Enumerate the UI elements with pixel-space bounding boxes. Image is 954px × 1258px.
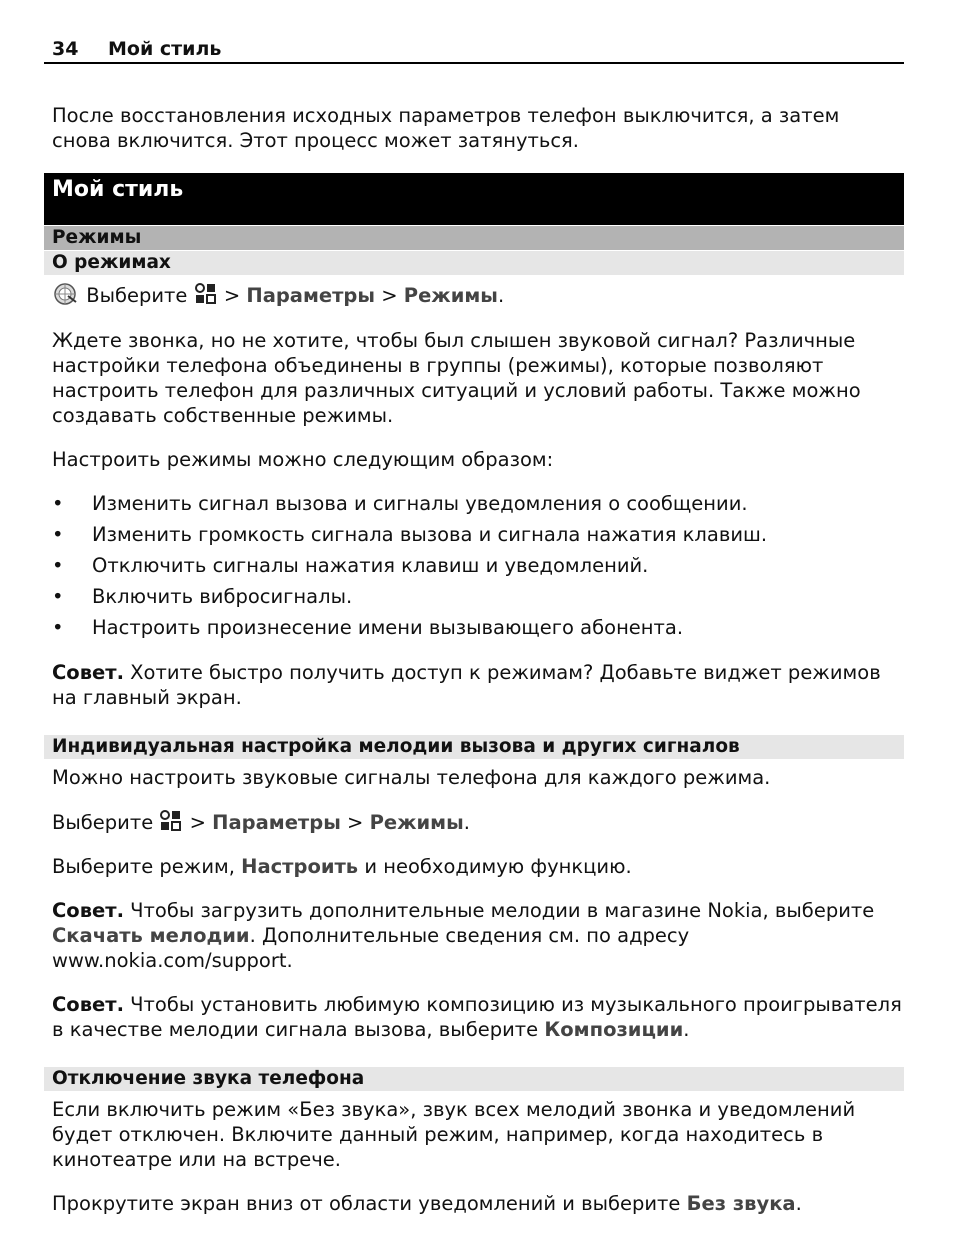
list-item [52, 522, 904, 553]
silent-paragraph: Если включить режим «Без звука», звук всех мелодий звонка и уведомлений будет отключен. Включите данный режим, например, когда находитесь в кинотеатре или на встрече. [52, 1098, 856, 1171]
choose-label: Выберите [52, 811, 154, 834]
tip-about [52, 660, 904, 710]
tip-label: Совет. [52, 661, 124, 684]
menu-grid-icon [194, 282, 218, 312]
running-title: Мой стиль [108, 38, 222, 60]
bullet-glyph: • [52, 492, 64, 515]
bullet-list [52, 491, 904, 646]
topic-title-silent: Отключение звука телефона [52, 1068, 365, 1089]
path-separator: > [381, 284, 398, 307]
list-item [52, 615, 904, 646]
silent-option: Без звука [686, 1192, 796, 1215]
topic-header-silent [44, 1067, 904, 1091]
path-end: . [463, 811, 470, 834]
ringtones-instruction [52, 854, 904, 879]
subsection-header [44, 226, 904, 250]
customize-option: Настроить [241, 855, 359, 878]
list-item [52, 584, 904, 615]
bullet-glyph: • [52, 585, 64, 608]
path-separator: > [189, 811, 206, 834]
menu-grid-icon [159, 809, 183, 839]
path-parameters: Параметры [246, 284, 376, 307]
instruction-text: и необходимую функцию. [358, 855, 632, 878]
instruction-text: Выберите режим, [52, 855, 242, 878]
list-item-text: Отключить сигналы нажатия клавиш и уведомлений. [92, 554, 649, 577]
path-end: . [497, 284, 505, 307]
tip-music [52, 992, 904, 1042]
path-parameters: Параметры [212, 811, 341, 834]
list-item-text: Изменить громкость сигнала вызова и сигнала нажатия клавиш. [92, 523, 768, 546]
subsection-title: Режимы [52, 227, 142, 248]
choose-label: Выберите [86, 284, 188, 307]
tip-text: Чтобы загрузить дополнительные мелодии в магазине Nokia, выберите [123, 899, 875, 922]
path-modes: Режимы [403, 284, 498, 307]
instruction-text: Прокрутите экран вниз от области уведомлений и выберите [52, 1192, 687, 1215]
section-header [44, 173, 904, 225]
bullet-glyph: • [52, 616, 64, 639]
tip-download [52, 898, 904, 973]
silent-instruction [52, 1191, 904, 1216]
running-header [44, 36, 904, 64]
menu-path-ringtones [52, 809, 904, 839]
topic-title-ringtones: Индивидуальная настройка мелодии вызова и других сигналов [52, 736, 740, 757]
bullet-glyph: • [52, 523, 64, 546]
settings-dial-icon [52, 282, 80, 312]
bullet-glyph: • [52, 554, 64, 577]
list-item [52, 553, 904, 584]
songs-option: Композиции [544, 1018, 684, 1041]
topic-title-about: О режимах [52, 252, 171, 273]
download-ringtones-option: Скачать мелодии [52, 924, 250, 947]
about-lead-in: Настроить режимы можно следующим образом: [52, 448, 554, 471]
tip-text: Чтобы установить любимую композицию из музыкального проигрывателя в качестве мелодии сигнала вызова, выберите [52, 993, 902, 1041]
list-item-text: Включить вибросигналы. [92, 585, 353, 608]
tip-text: . Дополнительные сведения см. по адресу www.nokia.com/support. [52, 924, 690, 972]
intro-paragraph: После восстановления исходных параметров телефон выключится, а затем снова включится. Этот процесс может затянуться. [52, 104, 840, 152]
tip-text: Хотите быстро получить доступ к режимам? Добавьте виджет режимов на главный экран. [52, 661, 881, 709]
section-title: Мой стиль [52, 177, 184, 202]
topic-header-about [44, 251, 904, 275]
path-modes: Режимы [369, 811, 464, 834]
tip-label: Совет. [52, 899, 124, 922]
path-separator: > [347, 811, 364, 834]
path-separator: > [223, 284, 241, 307]
menu-path-about [52, 282, 904, 312]
topic-header-ringtones [44, 735, 904, 759]
instruction-text: . [795, 1192, 802, 1215]
tip-label: Совет. [52, 993, 124, 1016]
about-paragraph: Ждете звонка, но не хотите, чтобы был слышен звуковой сигнал? Различные настройки телефона объединены в группы (режимы), которые позволяют настроить телефон для различных ситуаций и условий работы. Также можно создавать собственные режимы. [52, 329, 861, 427]
ringtones-paragraph: Можно настроить звуковые сигналы телефона для каждого режима. [52, 766, 771, 789]
list-item [52, 491, 904, 522]
list-item-text: Изменить сигнал вызова и сигналы уведомления о сообщении. [92, 492, 748, 515]
list-item-text: Настроить произнесение имени вызывающего абонента. [92, 616, 684, 639]
page-number: 34 [52, 38, 79, 60]
tip-text: . [683, 1018, 690, 1041]
